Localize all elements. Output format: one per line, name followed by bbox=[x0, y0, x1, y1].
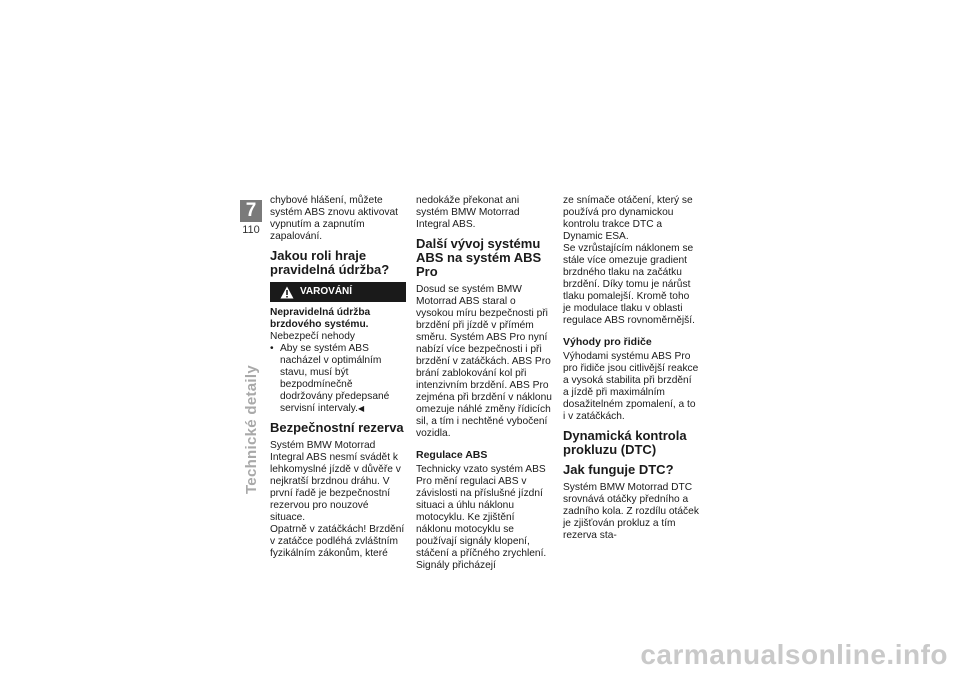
warning-triangle-icon bbox=[280, 286, 294, 299]
heading-abs-pro: Další vývoj systému ABS na systém ABS Pro bbox=[416, 236, 542, 279]
paragraph: Systém BMW Motorrad Integral ABS nesmí svádět k lehkomyslné jízdě v důvěře v nejkratší brzdnou dráhu. V první řadě je bezpečnostní rezervou pro nouzové situace. bbox=[270, 440, 401, 523]
warning-bullet: • Aby se systém ABS nacházel v optimálním stavu, musí být bezpodmínečně dodržovány předepsané servisní intervaly.◀ bbox=[270, 343, 390, 414]
paragraph: ze snímače otáčení, který se používá pro dynamickou kontrolu trakce DTC a Dynamic ESA. bbox=[563, 195, 693, 242]
warning-subtitle: Nebezpečí nehody bbox=[270, 331, 355, 342]
end-mark-icon: ◀ bbox=[357, 404, 365, 413]
chapter-title-vertical: Technické detaily bbox=[243, 365, 260, 495]
watermark: carmanualsonline.info bbox=[640, 639, 948, 670]
paragraph: Se vzrůstajícím náklonem se stále více omezuje gradient brzdného tlaku na začátku brzdění. Díky tomu je nárůst tlaku pomalejší. Kromě toho je modulace tlaku v oblasti regulace ABS rovnoměrnější. bbox=[563, 243, 695, 326]
page-number: 110 bbox=[242, 224, 260, 236]
heading-abs-regulation: Regulace ABS bbox=[416, 449, 488, 461]
warning-title: Nepravidelná údržba brzdového systému. bbox=[270, 307, 371, 330]
paragraph: Výhodami systému ABS Pro pro řidiče jsou citlivější reakce a vysoká stabilita při brzdění a jízdě při maximálním dosažitelném zpomalení, a to i v zatáčkách. bbox=[563, 351, 699, 422]
warning-banner bbox=[270, 282, 406, 302]
warning-label: VAROVÁNÍ bbox=[300, 286, 353, 297]
column-1 bbox=[270, 195, 406, 560]
heading-rider-advantages: Výhody pro řidiče bbox=[563, 336, 652, 348]
heading-safety-reserve: Bezpečnostní rezerva bbox=[270, 420, 404, 435]
heading-dtc: Dynamická kontrola prokluzu (DTC) bbox=[563, 428, 687, 457]
paragraph: nedokáže překonat ani systém BMW Motorrad Integral ABS. bbox=[416, 195, 520, 230]
paragraph: Technicky vzato systém ABS Pro mění regulaci ABS v závislosti na příslušné jízdní situaci a úhlu náklonu motocyklu. Ke zjištění náklonu motocyklu se používají signály klopení, stáčení a příčného zrychlení. Signály přicházejí bbox=[416, 464, 547, 571]
paragraph: Dosud se systém BMW Motorrad ABS staral o vysokou míru bezpečnosti při brzdění při jízdě v přímém směru. Systém ABS Pro nyní nabízí více bezpečnosti i při brzdění v zatáčkách. ABS Pro brání zablokování kol při intenzivním brzdění. ABS Pro zejména při brzdění v náklonu omezuje náhlé změny řídicích sil, a tím i nechtěné vybočení vozidla. bbox=[416, 284, 552, 439]
chapter-number: 7 bbox=[240, 200, 262, 222]
paragraph: chybové hlášení, můžete systém ABS znovu aktivovat vypnutím a zapnutím zapalování. bbox=[270, 195, 398, 242]
heading-maintenance: Jakou roli hraje pravidelná údržba? bbox=[270, 248, 390, 277]
column-2 bbox=[416, 195, 552, 572]
column-3 bbox=[563, 195, 699, 542]
paragraph: Systém BMW Motorrad DTC srovnává otáčky předního a zadního kola. Z rozdílu otáček je zjišťován prokluz a tím rezerva sta- bbox=[563, 482, 699, 541]
heading-how-dtc-works: Jak funguje DTC? bbox=[563, 462, 674, 477]
paragraph: Opatrně v zatáčkách! Brzdění v zatáčce podléhá zvláštním fyzikálním zákonům, které bbox=[270, 524, 405, 559]
